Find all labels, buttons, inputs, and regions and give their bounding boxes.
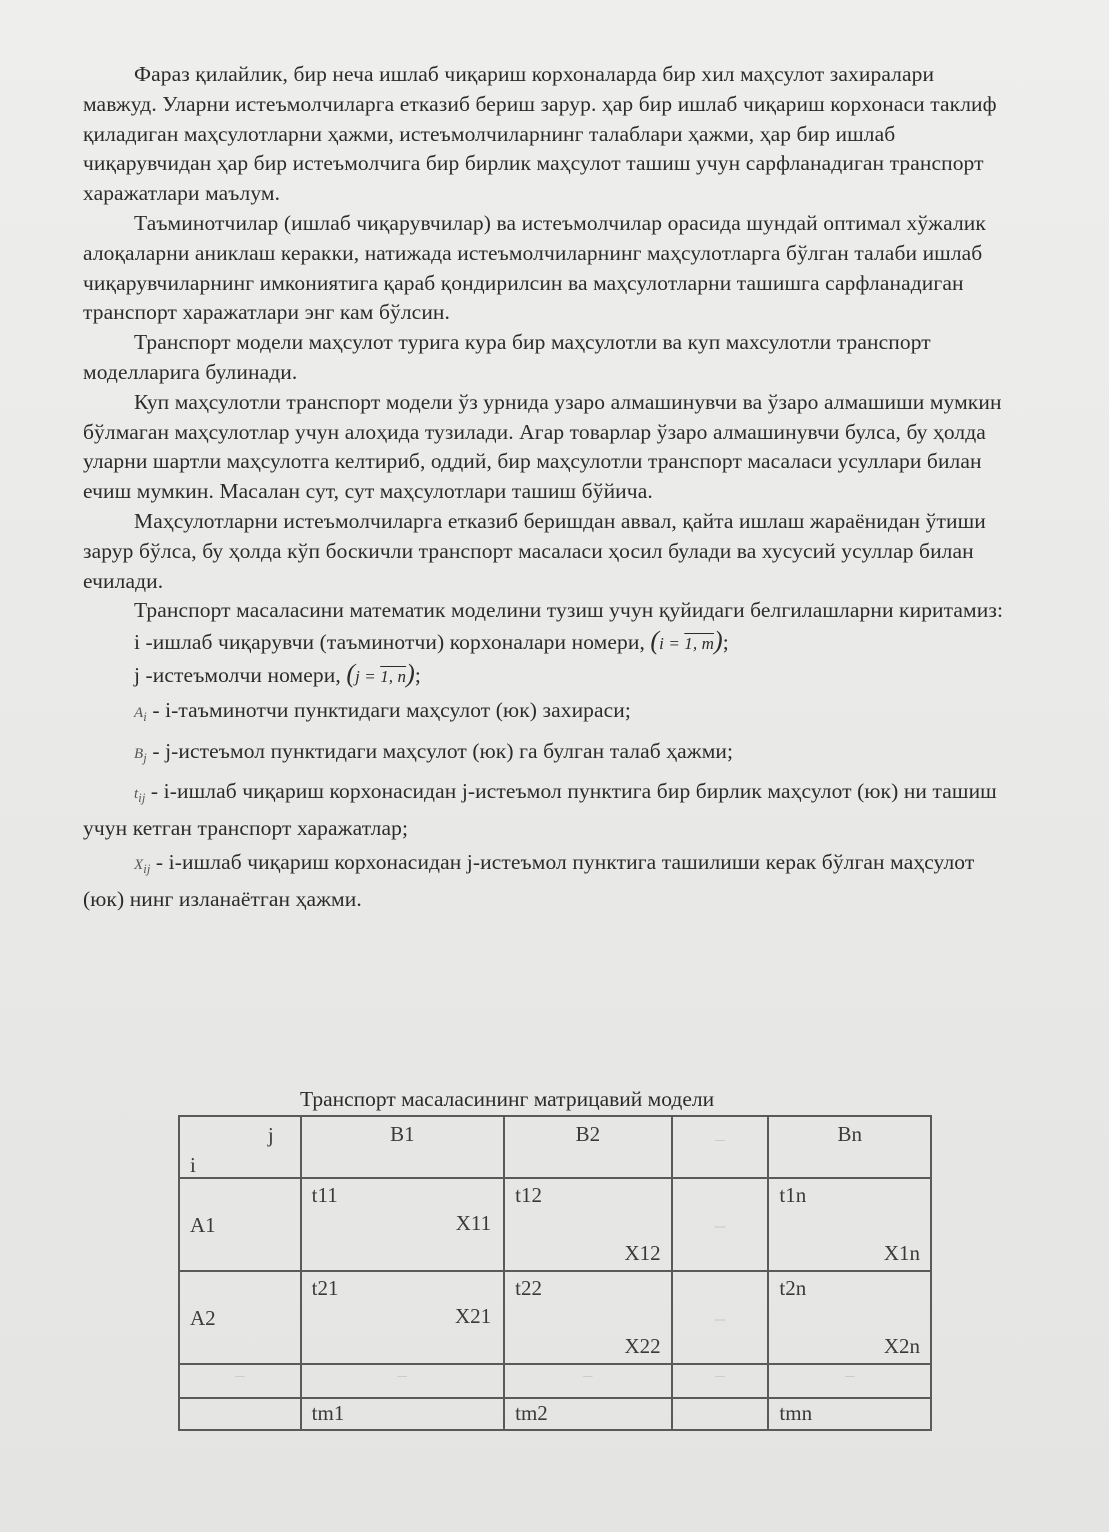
- transport-matrix-table: [178, 1115, 932, 1431]
- dash-cell: –: [179, 1364, 301, 1398]
- table-footer-row: [179, 1398, 931, 1430]
- symbol-x: $X_{ij}$: [134, 856, 151, 876]
- paragraph: Транспорт масаласини математик моделини тузиш учун қуйидаги белгилашларни киритамиз:: [134, 598, 1004, 623]
- definition-x: $X_{ij}$ - i-ишлаб чиқариш корхонасидан j-истеъмол пунктига ташилиши керак бўлган маҳсулот (юк) нинг изланаётган ҳажми.: [83, 849, 975, 911]
- cost-cell: t12 X12: [504, 1178, 672, 1271]
- dash-cell: –: [504, 1364, 672, 1398]
- cost-cell: t21 X21: [301, 1271, 504, 1364]
- table-header-row: [179, 1116, 931, 1178]
- corner-j: j: [267, 1123, 274, 1147]
- corner-i: i: [190, 1153, 196, 1177]
- corner-cell: [179, 1116, 301, 1178]
- footer-cell: [179, 1398, 301, 1430]
- cost-cell: t11 X11: [301, 1178, 504, 1271]
- definition-b: $B_j$ - j-истеъмол пунктидаги маҳсулот (юк) га булган талаб ҳажми;: [134, 738, 734, 765]
- dash-cell: –: [672, 1271, 769, 1364]
- definition-a: $A_i$ - i-таъминотчи пунктидаги маҳсулот (юк) захираси;: [134, 697, 631, 724]
- dash-cell: –: [672, 1178, 769, 1271]
- header-cell: Bn: [768, 1116, 931, 1178]
- symbol-t: $t_{ij}$: [134, 786, 146, 806]
- table-row: [179, 1271, 931, 1364]
- table-row: [179, 1178, 931, 1271]
- definition-t: $t_{ij}$ - i-ишлаб чиқариш корхонасидан j-истеъмол пунктига бир бирлик маҳсулот (юк) ни ташиш учун кетган транспорт харажатлар;: [83, 779, 997, 841]
- header-cell: B2: [504, 1116, 672, 1178]
- cost-cell: t22 X22: [504, 1271, 672, 1364]
- definition-i: i -ишлаб чиқарувчи (таъминотчи) корхоналари номери, (i = 1, m);: [134, 626, 729, 656]
- paragraph: Фараз қилайлик, бир неча ишлаб чиқариш корхоналарда бир хил маҳсулот захиралари мавжуд. Уларни истеъмолчиларга етказиб бериш зарур. ҳар бир ишлаб чиқариш корхонаси таклиф қиладиган маҳсулотларни ҳажми, истеъмолчиларнинг талаблари ҳажми, ҳар бир ишлаб чиқарувчидан ҳар бир истеъмолчига бир бирлик маҳсулот ташиш учун сарфланадиган транспорт харажатлари маълум.: [83, 62, 997, 206]
- footer-cell: [672, 1398, 769, 1430]
- table-ellipsis-row: [179, 1364, 931, 1398]
- cost-cell: t1n X1n: [768, 1178, 931, 1271]
- table-caption: Транспорт масаласининг матрицавий модели: [300, 1087, 715, 1111]
- dash-cell: –: [768, 1364, 931, 1398]
- paragraph: Маҳсулотларни истеъмолчиларга етказиб беришдан аввал, қайта ишлаш жараёнидан ўтиши зарур бўлса, бу ҳолда кўп боскичли транспорт масаласи ҳосил булади ва хусусий усуллар билан ечилади.: [83, 508, 986, 593]
- paragraph: Транспорт модели маҳсулот турига кура бир маҳсулотли ва куп махсулотли транспорт моделларига булинади.: [83, 330, 931, 384]
- symbol-a: $A_i$: [134, 704, 147, 724]
- dash-cell: –: [301, 1364, 504, 1398]
- formula-j: j = 1, n: [355, 666, 407, 686]
- row-label-cell: A1: [179, 1178, 301, 1271]
- header-cell: –: [672, 1116, 769, 1178]
- cost-cell: t2n X2n: [768, 1271, 931, 1364]
- footer-cell: tmn: [768, 1398, 931, 1430]
- symbol-b: $B_j$: [134, 745, 147, 765]
- row-label-cell: A2: [179, 1271, 301, 1364]
- dash-cell: –: [672, 1364, 769, 1398]
- paragraph: Таъминотчилар (ишлаб чиқарувчилар) ва истеъмолчилар орасида шундай оптимал хўжалик алоқаларни аниклаш керакки, натижада истеъмолчиларнинг маҳсулотларга бўлган талаби ишлаб чиқарувчиларнинг имкониятига қараб қондирилсин ва маҳсулотларни ташишга сарфланадиган транспорт харажатлари энг кам бўлсин.: [83, 210, 986, 325]
- header-cell: B1: [301, 1116, 504, 1178]
- body-text: [83, 60, 1013, 915]
- paragraph: Куп маҳсулотли транспорт модели ўз урнида узаро алмашинувчи ва ўзаро алмашиши мумкин бўлмаган маҳсулотлар учун алоҳида тузилади. Агар товарлар ўзаро алмашинувчи булса, бу ҳолда уларни шартли маҳсулотга келтириб, оддий, бир маҳсулотли транспорт масаласи усуллари билан ечиш мумкин. Масалан сут, сут маҳсулотлари ташиш бўйича.: [83, 389, 1002, 504]
- formula-i: i = 1, m: [659, 634, 714, 654]
- definition-j: j -истеъмолчи номери, (j = 1, n);: [134, 658, 421, 688]
- footer-cell: tm2: [504, 1398, 672, 1430]
- footer-cell: tm1: [301, 1398, 504, 1430]
